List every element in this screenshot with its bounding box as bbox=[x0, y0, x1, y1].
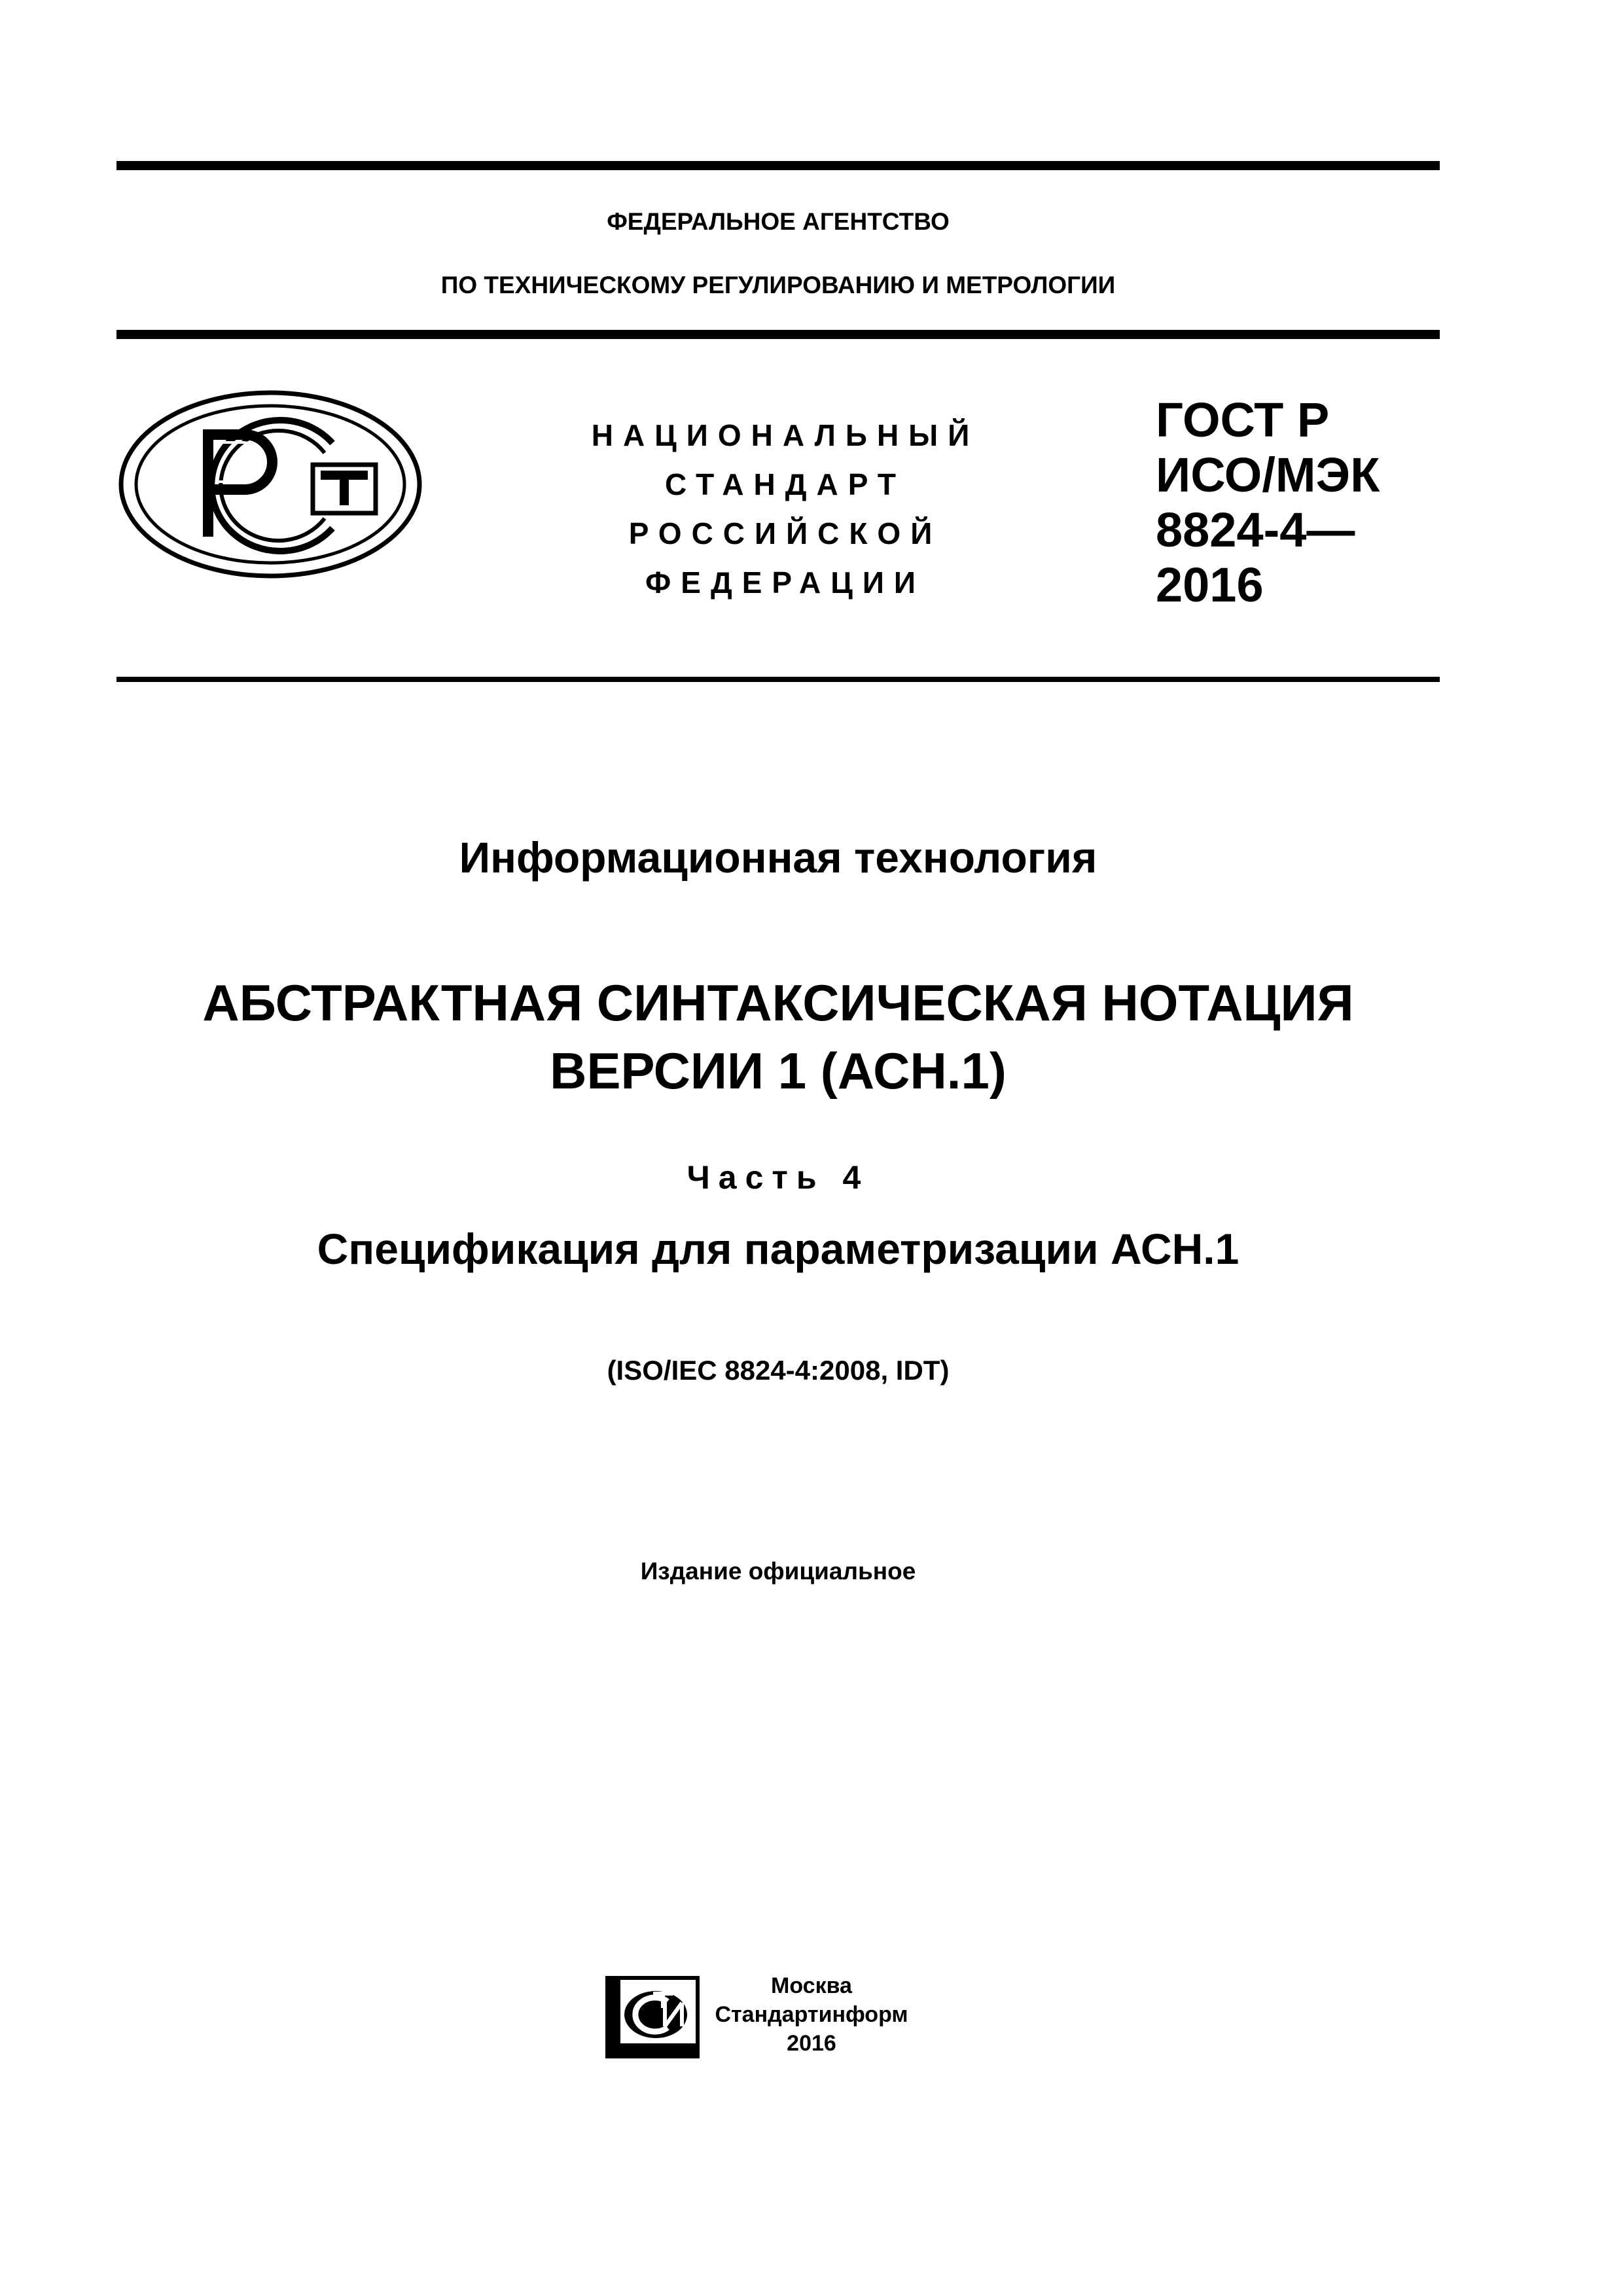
main-title-line-1: АБСТРАКТНАЯ СИНТАКСИЧЕСКАЯ НОТАЦИЯ bbox=[202, 974, 1354, 1031]
main-title-line-2: ВЕРСИИ 1 (АСН.1) bbox=[550, 1042, 1007, 1100]
designation-line: ИСО/МЭК bbox=[1156, 448, 1380, 502]
national-line: РОССИЙСКОЙ bbox=[628, 516, 942, 550]
publisher-year: 2016 bbox=[787, 2031, 836, 2056]
series-title: Информационная технология bbox=[459, 833, 1097, 882]
standard-designation bbox=[1156, 393, 1380, 613]
national-line: ФЕДЕРАЦИИ bbox=[645, 565, 925, 600]
edition-label: Издание официальное bbox=[640, 1558, 916, 1585]
publisher-city: Москва bbox=[771, 1973, 852, 1998]
national-standard-label bbox=[563, 411, 1008, 607]
publisher-name: Стандартинформ bbox=[715, 2002, 908, 2027]
subtitle: Спецификация для параметризации АСН.1 bbox=[317, 1225, 1240, 1273]
header-rule bbox=[116, 330, 1440, 339]
gost-r-logo-icon bbox=[116, 387, 424, 581]
publisher-block bbox=[713, 1971, 910, 2058]
main-title bbox=[116, 969, 1440, 1105]
designation-rule bbox=[116, 677, 1440, 682]
national-line: НАЦИОНАЛЬНЫЙ bbox=[591, 418, 980, 452]
national-line: СТАНДАРТ bbox=[665, 467, 906, 501]
iso-reference: (ISO/IEC 8824-4:2008, IDT) bbox=[607, 1355, 950, 1386]
designation-line: 2016 bbox=[1156, 558, 1264, 612]
top-rule bbox=[116, 161, 1440, 170]
agency-line-2: ПО ТЕХНИЧЕСКОМУ РЕГУЛИРОВАНИЮ И МЕТРОЛОГИИ bbox=[440, 272, 1116, 298]
part-label: Часть 4 bbox=[687, 1159, 870, 1196]
agency-line-1: ФЕДЕРАЛЬНОЕ АГЕНТСТВО bbox=[607, 208, 950, 235]
standartinform-logo-icon bbox=[605, 1975, 700, 2059]
designation-line: ГОСТ Р bbox=[1156, 393, 1330, 447]
designation-line: 8824-4— bbox=[1156, 503, 1355, 557]
